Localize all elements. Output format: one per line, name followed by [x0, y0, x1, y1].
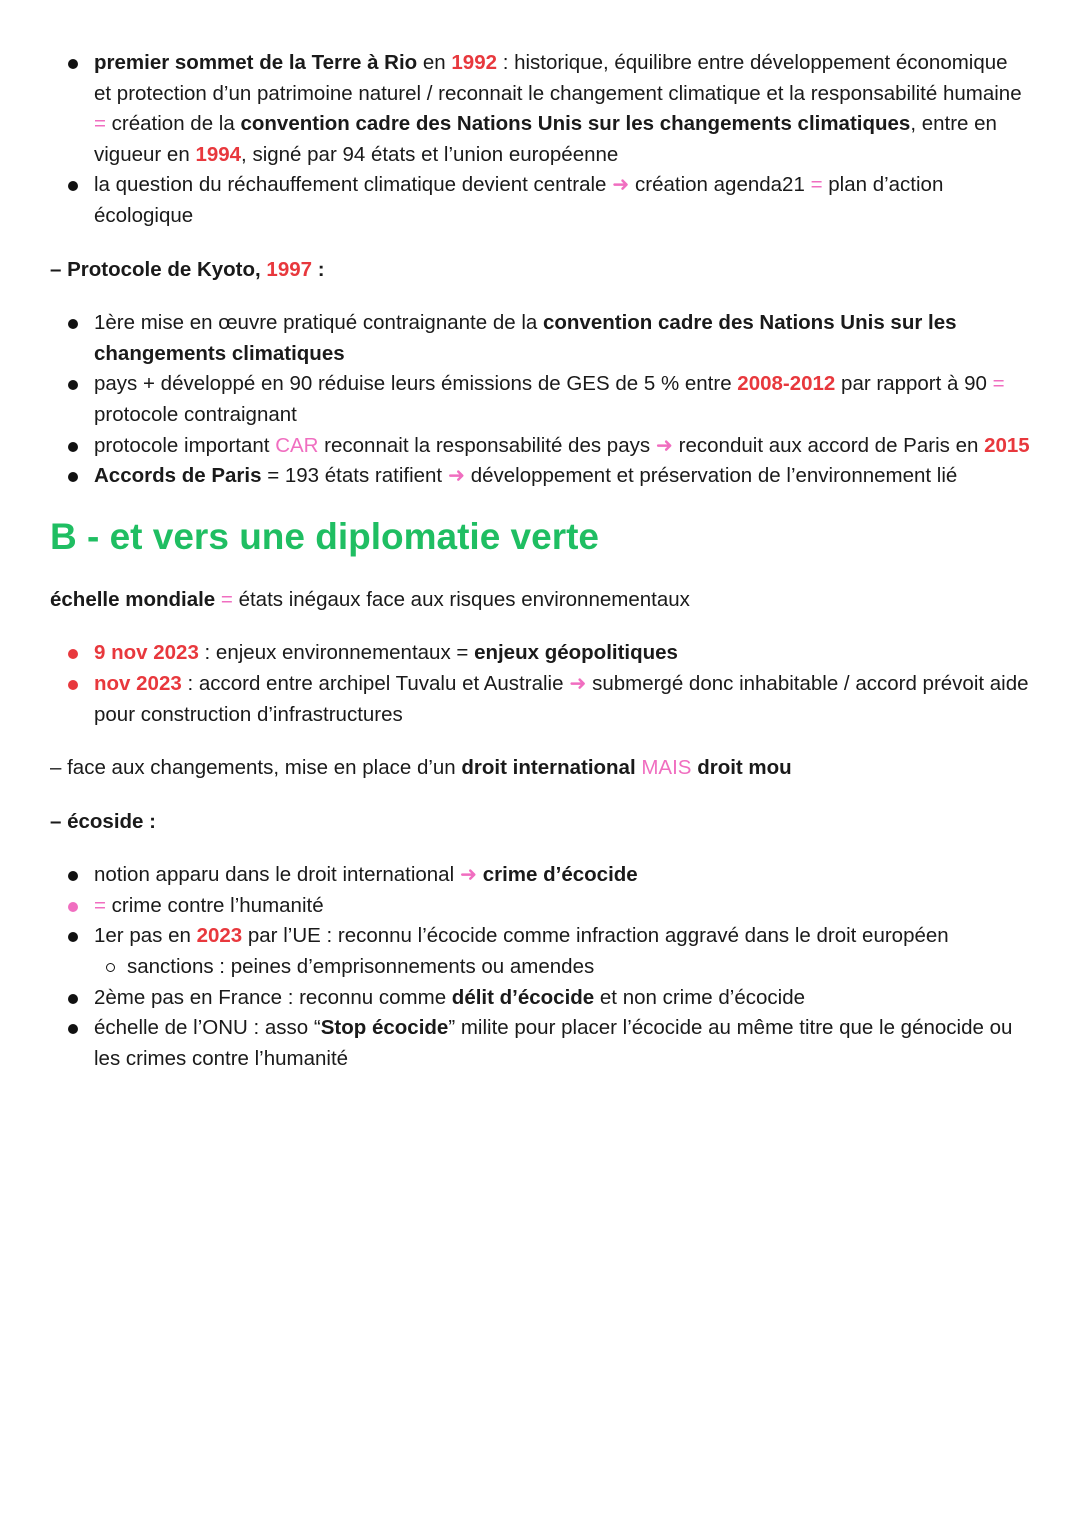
- text-segment: = 193 états ratifient: [261, 464, 448, 488]
- bold-text: Accords de Paris: [94, 464, 262, 488]
- text-segment: création de la: [105, 112, 241, 136]
- text-segment: par l’UE : reconnu l’écocide comme infraction aggravé dans le droit européen: [242, 924, 949, 948]
- section-heading: [50, 515, 1030, 559]
- paragraph: [50, 255, 1030, 286]
- highlight-date: 2023: [196, 924, 243, 948]
- text-segment: échelle de l’ONU : asso “: [94, 1016, 321, 1040]
- bullet-icon: [68, 1024, 78, 1034]
- bold-text: convention cadre des Nations Unis sur les changements climatiques: [240, 112, 911, 136]
- highlight-date: 1997: [266, 257, 313, 281]
- pink-marker: =: [94, 893, 106, 917]
- pink-marker: ➜: [459, 863, 478, 887]
- text-segment: B - et vers une diplomatie verte: [50, 515, 600, 557]
- bullet-icon: [68, 932, 78, 942]
- bullet-icon: [68, 59, 78, 69]
- text-segment: sanctions : peines d’emprisonnements ou amendes: [127, 955, 595, 979]
- bold-text: droit mou: [697, 756, 792, 780]
- text-segment: : accord entre archipel Tuvalu et Australie: [181, 671, 570, 695]
- bullet-list: [50, 48, 1030, 232]
- bullet-icon: [68, 380, 78, 390]
- highlight-date: 1994: [195, 142, 242, 166]
- list-item: [50, 921, 1030, 952]
- bullet-icon: [68, 680, 78, 690]
- text-segment: ” milite pour placer l’écocide au même titre que le génocide ou les crimes contre l’humanité: [94, 1016, 1013, 1070]
- text-segment: états inégaux face aux risques environnementaux: [232, 587, 690, 611]
- bullet-icon: [68, 442, 78, 452]
- text-segment: la question du réchauffement climatique devient centrale: [94, 173, 613, 197]
- pink-marker: =: [94, 112, 106, 136]
- list-item: [50, 860, 1030, 891]
- text-segment: développement et préservation de l’environnement lié: [465, 464, 958, 488]
- list-item: [50, 431, 1030, 462]
- hollow-bullet-icon: [106, 963, 115, 972]
- pink-marker: =: [992, 372, 1005, 396]
- bullet-list: [50, 308, 1030, 492]
- bullet-icon: [68, 871, 78, 881]
- pink-marker: ➜: [447, 464, 466, 488]
- list-item: [50, 170, 1030, 231]
- bullet-icon: [68, 319, 78, 329]
- bold-text: – écoside :: [50, 809, 156, 833]
- list-item: [50, 48, 1030, 170]
- text-segment: crime contre l’humanité: [105, 893, 324, 917]
- text-segment: , signé par 94 états et l’union européenne: [241, 142, 619, 166]
- text-segment: en: [417, 51, 452, 74]
- paragraph: [50, 585, 1030, 616]
- text-segment: reconduit aux accord de Paris en: [672, 433, 985, 457]
- list-item: [50, 308, 1030, 369]
- list-item: [50, 461, 1030, 492]
- text-segment: 1er pas en: [94, 924, 197, 948]
- bold-text: convention cadre des Nations Unis sur les changements climatiques: [94, 311, 957, 365]
- list-item: [50, 891, 1030, 922]
- bullet-icon: [68, 902, 78, 912]
- list-item: [50, 983, 1030, 1014]
- highlight-date: 1992: [451, 51, 497, 74]
- list-item: [50, 1013, 1030, 1074]
- bullet-icon: [68, 181, 78, 191]
- bold-text: Stop écocide: [320, 1016, 449, 1040]
- text-segment: par rapport à 90: [835, 372, 993, 396]
- highlight-date: 9 nov 2023: [94, 641, 199, 665]
- bold-text: droit international: [461, 756, 636, 780]
- pink-marker: ➜: [569, 671, 587, 695]
- text-segment: et non crime d’écocide: [594, 985, 806, 1009]
- paragraph: [50, 753, 1030, 784]
- bold-text: crime d’écocide: [482, 863, 638, 887]
- bold-text: – Protocole de Kyoto,: [50, 257, 267, 281]
- pink-marker: CAR: [275, 433, 319, 457]
- highlight-date: 2008-2012: [737, 372, 836, 396]
- text-segment: plan d’action écologique: [94, 173, 944, 227]
- text-segment: protocole important: [94, 433, 276, 457]
- pink-marker: =: [810, 173, 823, 197]
- highlight-date: 2015: [984, 433, 1030, 457]
- text-segment: submergé donc inhabitable / accord prévoit aide pour construction d’infrastructures: [94, 671, 1029, 726]
- text-segment: pays + développé en 90 réduise leurs émissions de GES de 5 % entre: [94, 372, 738, 396]
- bullet-icon: [68, 649, 78, 659]
- pink-marker: MAIS: [641, 756, 692, 780]
- bold-text: échelle mondiale: [50, 587, 216, 611]
- bullet-list: [50, 860, 1030, 1074]
- text-segment: – face aux changements, mise en place d’un: [50, 756, 462, 780]
- text-segment: 2ème pas en France : reconnu comme: [94, 985, 452, 1009]
- list-item: [50, 369, 1030, 430]
- document-content: [50, 48, 1030, 1097]
- pink-marker: =: [220, 587, 233, 611]
- bold-text: premier sommet de la Terre à Rio: [94, 51, 418, 74]
- pink-marker: ➜: [612, 173, 630, 197]
- text-segment: : enjeux environnementaux =: [198, 641, 475, 665]
- text-segment: reconnait la responsabilité des pays: [318, 433, 656, 457]
- paragraph: [50, 807, 1030, 838]
- list-item: [50, 669, 1030, 730]
- text-segment: création agenda21: [629, 173, 811, 197]
- text-segment: : historique, équilibre entre développement économique et protection d’un patrimoine naturel / reconnait le changement climatique et la responsabilité humaine: [94, 51, 1022, 105]
- list-item: [50, 638, 1030, 669]
- text-segment: 1ère mise en œuvre pratiqué contraignante de la: [94, 311, 543, 335]
- bullet-list: [50, 638, 1030, 730]
- bold-text: délit d’écocide: [451, 985, 595, 1009]
- text-segment: notion apparu dans le droit international: [94, 863, 460, 887]
- bullet-icon: [68, 994, 78, 1004]
- bold-text: enjeux géopolitiques: [474, 641, 678, 665]
- pink-marker: ➜: [655, 433, 673, 457]
- bold-text: :: [312, 257, 325, 281]
- bullet-icon: [68, 472, 78, 482]
- highlight-date: nov 2023: [94, 671, 182, 695]
- text-segment: protocole contraignant: [94, 402, 297, 426]
- text-segment: , entre en vigueur en: [94, 112, 997, 166]
- sub-list-item: [50, 952, 1030, 983]
